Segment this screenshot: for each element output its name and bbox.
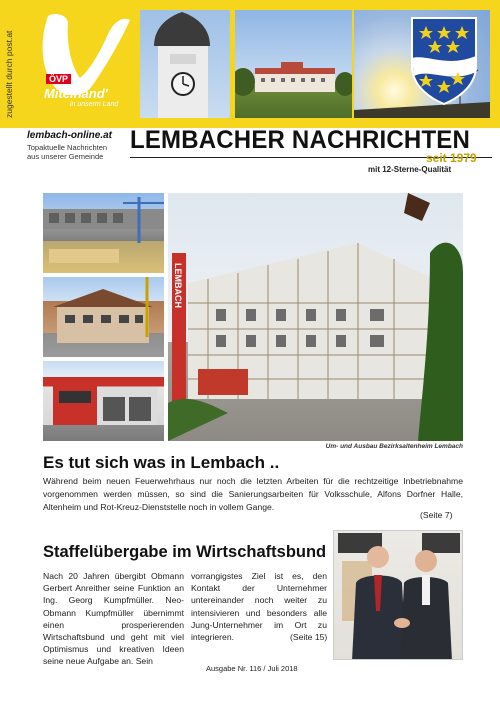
fire-station-photo [43, 361, 164, 441]
issue-number: Ausgabe Nr. 116 / Juli 2018 [206, 664, 298, 673]
article-2-column-1: Nach 20 Jahren übergibt Obmann Gerbert Anreither seine Funktion an Ing. Georg Kumpfmüller. Neo-Obmann Kumpfmüller übernimmt einen prosperierenden Wirtschaftsbund und geht mit viel Optimismus und kreativen Ideen seine neue Aufgabe an. Sein [43, 571, 184, 667]
construction-site-photo [43, 193, 164, 273]
sunset-coat-of-arms-photo [354, 10, 490, 118]
article-2-headline: Staffelübergabe im Wirtschaftsbund [43, 543, 327, 561]
photo-caption: Um- und Ausbau Bezirksaltenheim Lembach [325, 443, 463, 450]
since-label: seit 1979 [426, 151, 477, 165]
castle-photo [235, 10, 352, 118]
retirement-home-scaffold-photo [168, 193, 463, 441]
newspaper-title: LEMBACHER NACHRICHTEN [130, 126, 471, 154]
masthead-left [27, 130, 112, 161]
logo-party: ÖVP [46, 74, 71, 84]
article-2-column-2: vorrangigstes Ziel ist es, den Kontakt der Unternehmer untereinander noch weiter zu intensivieren und besonders alle Jung-Unternehmer im Ort zu integrieren. [191, 571, 327, 643]
banner-text: LEMBACH [173, 263, 183, 308]
article-1-headline: Es tut sich was in Lembach .. [43, 453, 280, 472]
postal-note: zugestellt durch post.at [4, 30, 14, 118]
photo-collage [43, 193, 463, 441]
article-1-body: Während beim neuen Feuerwehrhaus nur noch die letzten Arbeiten für die rechtzeitige Inbetriebnahme vorgenommen werden müssen, so sind die Sanierungsarbeiten für Volksschule, Alfons Dorfner Halle, Altenheim und Rot-Kreuz-Dienststelle noch in vollem Gange. [43, 476, 463, 512]
website-label: lembach-online.at [27, 130, 113, 141]
subtitle-line-2: aus unserer Gemeinde [27, 152, 104, 161]
church-tower-photo [140, 10, 230, 118]
subtitle-line-1: Topaktuelle Nachrichten [27, 143, 108, 152]
header-band [0, 0, 500, 128]
article-1-page-ref: (Seite 7) [420, 510, 453, 520]
quality-label: mit 12-Sterne-Qualität [368, 165, 452, 174]
article-2-page-ref: (Seite 15) [290, 632, 328, 642]
coat-of-arms-icon [412, 18, 476, 104]
logo-name: Miteinand' [44, 86, 108, 101]
logo-tagline: in unserm Land [70, 101, 119, 108]
handshake-photo [333, 530, 463, 660]
school-renovation-photo [43, 277, 164, 357]
